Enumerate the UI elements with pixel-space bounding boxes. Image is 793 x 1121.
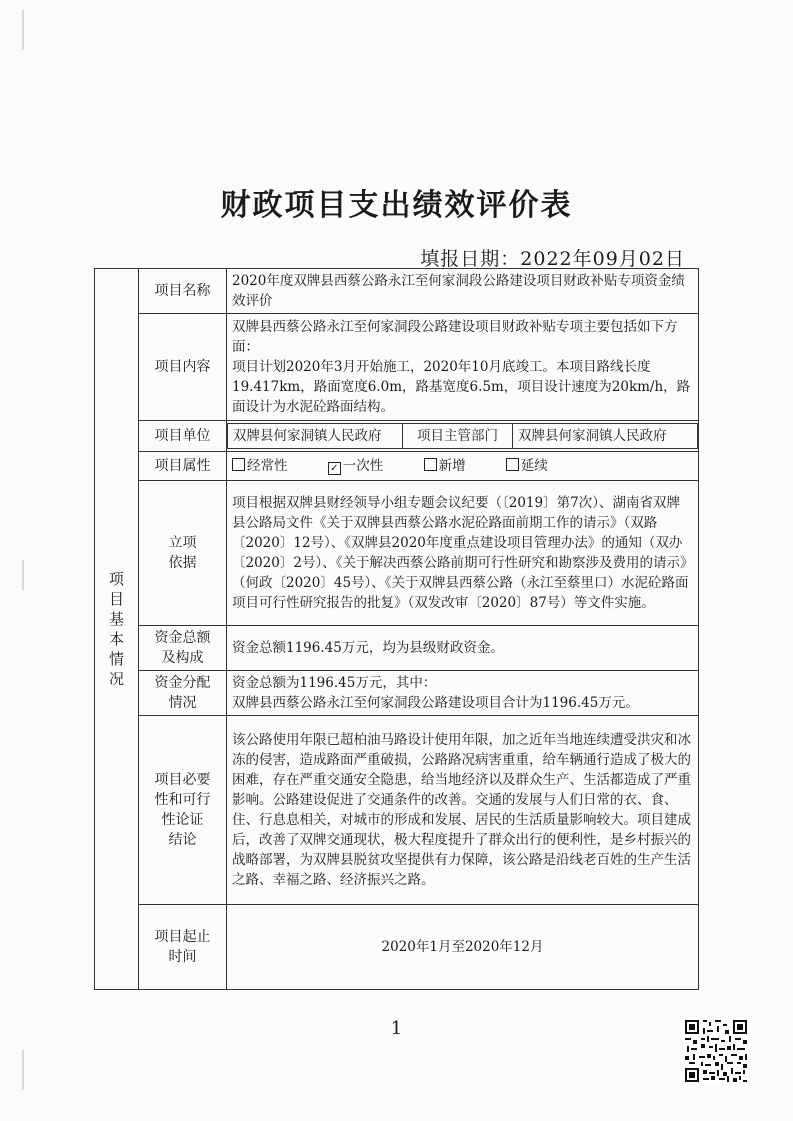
project-name-label: 项目名称 xyxy=(139,269,227,314)
qr-code-icon xyxy=(683,1018,749,1084)
section-label: 项 目 基 本 情 况 xyxy=(95,269,139,990)
project-attribute-options xyxy=(227,452,699,481)
table-row xyxy=(95,421,699,452)
scan-edge-mark xyxy=(22,1050,24,1090)
project-content-label: 项目内容 xyxy=(139,314,227,421)
attr-option-one-time: ✓ 一次性 xyxy=(328,456,384,476)
attr-option-new: 新增 xyxy=(424,456,466,476)
table-row xyxy=(95,626,699,671)
project-unit-label: 项目单位 xyxy=(139,421,227,452)
table-row xyxy=(95,716,699,905)
table-row xyxy=(95,481,699,626)
unit-inner-table xyxy=(227,423,698,449)
project-unit-value: 双牌县何家洞镇人民政府 xyxy=(228,424,403,449)
fill-date: 填报日期：2022年09月02日 xyxy=(420,248,685,270)
scan-edge-mark xyxy=(22,560,24,590)
project-content-value: 双牌县西蔡公路永江至何家洞段公路建设项目财政补贴专项主要包括如下方面： 项目计划2020年3月开始施工，2020年10月底竣工。本项目路线长度19.417km，路面宽度6.0m，路基宽度6.5m，项目设计速度为20km/h，路面设计为水泥砼路面结构。 xyxy=(227,314,699,421)
page-number: 1 xyxy=(390,1018,403,1039)
checkbox-icon xyxy=(424,458,437,471)
table-row xyxy=(95,314,699,421)
table-row xyxy=(95,671,699,716)
necessity-label: 项目必要 性和可行 性论证 结论 xyxy=(139,716,227,905)
project-attribute-label: 项目属性 xyxy=(139,452,227,481)
attr-option-regular: 经常性 xyxy=(232,456,288,476)
project-name-value: 2020年度双牌县西蔡公路永江至何家洞段公路建设项目财政补贴专项资金绩效评价 xyxy=(227,269,699,314)
evaluation-table xyxy=(94,268,699,990)
period-label: 项目起止 时间 xyxy=(139,905,227,990)
checkbox-icon xyxy=(506,458,519,471)
supervising-dept-value: 双牌县何家洞镇人民政府 xyxy=(513,424,698,449)
necessity-value: 该公路使用年限已超柏油马路设计使用年限，加之近年当地连续遭受洪灾和冰冻的侵害，造成路面严重破损，公路路况病害重重，给车辆通行造成了极大的困难，存在严重交通安全隐患，给当地经济以及群众生产、生活都造成了严重影响。公路建设促进了交通条件的改善。交通的发展与人们日常的衣、食、住、行息息相关，对城市的形成和发展、居民的生活质量影响较大。项目建成后，改善了双牌交通现状，极大程度提升了群众出行的便利性，是乡村振兴的战略部署，为双牌县脱贫攻坚提供有力保障，该公路是沿线老百姓的生产生活之路、幸福之路、经济振兴之路。 xyxy=(227,716,699,905)
checkbox-icon xyxy=(232,458,245,471)
scan-edge-mark xyxy=(22,10,24,50)
table-row xyxy=(95,452,699,481)
funds-allocation-label: 资金分配 情况 xyxy=(139,671,227,716)
basis-label: 立项 依据 xyxy=(139,481,227,626)
funds-total-label: 资金总额 及构成 xyxy=(139,626,227,671)
period-value: 2020年1月至2020年12月 xyxy=(227,905,699,990)
funds-total-value: 资金总额1196.45万元，均为县级财政资金。 xyxy=(227,626,699,671)
table-row xyxy=(95,905,699,990)
basis-value: 项目根据双牌县财经领导小组专题会议纪要（〔2019〕第7次）、湖南省双牌县公路局文件《关于双牌县西蔡公路水泥砼路面前期工作的请示》（双路〔2020〕12号）、《双牌县2020年度重点建设项目管理办法》的通知（双办〔2020〕2号）、《关于解决西蔡公路前期可行性研究和勘察涉及费用的请示》（何政〔2020〕45号）、《关于双牌县西蔡公路（永江至蔡里口）水泥砼路面项目可行性研究报告的批复》（双发改审〔2020〕87号）等文件实施。 xyxy=(227,481,699,626)
supervising-dept-label: 项目主管部门 xyxy=(403,424,513,449)
document-title: 财政项目支出绩效评价表 xyxy=(220,188,573,223)
checkbox-checked-icon: ✓ xyxy=(328,462,341,475)
attr-option-continued: 延续 xyxy=(506,456,548,476)
table-row xyxy=(95,269,699,314)
funds-allocation-value: 资金总额为1196.45万元，其中： 双牌县西蔡公路永江至何家洞段公路建设项目合计为1196.45万元。 xyxy=(227,671,699,716)
